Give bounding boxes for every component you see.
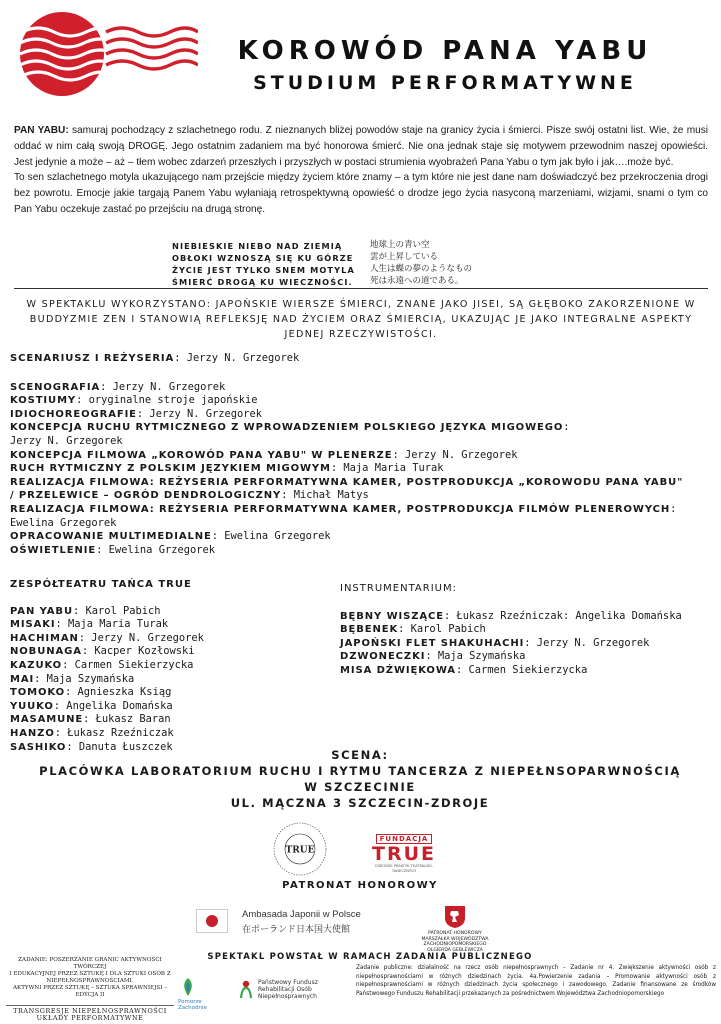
actor-name: : Danuta Łuszczek: [66, 740, 173, 753]
credit-value: : Jerzy N. Grzegorek: [392, 448, 518, 461]
credit-value-line: Ewelina Grzegorek: [10, 516, 117, 529]
task-line: ZADANIE: POSZERZANIE GRANIC AKTYWNOŚCI TWÓRCZEJ: [18, 957, 162, 970]
credit-value: : Jerzy N. Grzegorek: [136, 407, 263, 420]
credit-row: [10, 489, 714, 503]
cast-row: [10, 618, 340, 632]
fundacja-main: TRUE: [372, 843, 436, 865]
true-circle-logo: [270, 820, 330, 878]
credit-row: [10, 381, 714, 395]
credit-row: [10, 544, 714, 558]
credit-label: / PRZELEWICE – OGRÓD DENDROLOGICZNY: [10, 490, 282, 502]
role-name: YUUKO: [10, 700, 54, 712]
credit-value: : Ewelina Grzegorek: [211, 530, 331, 543]
task-line: NIEPEŁNOSPRAWNOŚCIAMI.: [46, 978, 134, 984]
role-name: NOBUNAGA: [10, 646, 82, 658]
funder-logos: [178, 975, 338, 1015]
venue-line: W SZCZECINIE: [304, 780, 416, 794]
credit-label: REALIZACJA FILMOWA: REŻYSERIA PERFORMATYWNA KAMER, POSTPRODUKCJA „KOROWODU PANA YABU": [10, 476, 684, 488]
poem-line: NIEBIESKIE NIEBO NAD ZIEMIĄ: [172, 241, 343, 251]
credit-value-line: Jerzy N. Grzegorek: [10, 434, 123, 447]
pomorze-label: Pomorze Zachodnie: [178, 999, 207, 1011]
fundacja-wave-logo: [18, 10, 198, 98]
instrument-name: MISA DŹWIĘKOWA: [340, 664, 456, 676]
funding-note: Zadanie publiczne: działalność na rzecz osób niepełnosprawnych – Zadanie nr 4. Zwiększenie aktywności osób z niepełnosprawnościami w różnych dziedzinach życia. 4a.Powierzenie zadania – Promowanie aktywności osób z niepełnosprawnościami w różnych dziedzinach życia społecznego i zawodowego. Zadanie finansowane ze środków Państwowego Funduszu Rehabilitacji przekazanych za pośrednictwem Województwa Zachodniopomorskiego: [356, 965, 716, 997]
credit-row: [10, 408, 714, 422]
cast-row: [10, 632, 340, 646]
griffin-crest-icon: [444, 905, 466, 929]
credit-row: [10, 449, 714, 463]
role-name: KAZUKO: [10, 659, 63, 671]
task-line: I EDUKACYJNEJ PRZEZ SZTUKĘ I DLA SZTUKI OSÓB Z: [9, 971, 171, 977]
credit-label: SCENARIUSZ I REŻYSERIA: [10, 353, 175, 364]
task-title: TRANSGRESJE NIEPEŁNOSPRAWNOŚCI UKŁADY PERFORMATYWNE: [6, 1005, 174, 1022]
embassy-name-pl: Ambasada Japonii w Polsce: [242, 909, 361, 920]
credit-row: [10, 421, 714, 435]
actor-name: : Angelika Domańska: [53, 699, 173, 712]
instrument-name: DZWONECZKI: [340, 651, 426, 663]
embassy-logo: [196, 905, 416, 947]
credit-value: :: [563, 421, 570, 434]
marshal-line: PATRONAT HONOROWY: [428, 931, 482, 936]
poem-line-jp: 人生は蝶の夢のようなもの: [370, 264, 473, 274]
instrument-players: : Łukasz Rzeźniczak: Angelika Domańska: [443, 609, 682, 622]
actor-name: : Agnieszka Ksiąg: [64, 686, 172, 699]
intro-text: [14, 123, 708, 218]
actor-name: : Carmen Siekierzycka: [62, 658, 194, 671]
instrument-name: BĘBNY WISZĄCE: [340, 610, 444, 622]
poem-line: OBŁOKI WZNOSZĄ SIĘ KU GÓRZE: [172, 253, 354, 263]
actor-name: : Kacper Kozłowski: [81, 645, 195, 658]
japan-flag-icon: [196, 909, 228, 933]
marshal-line: MARSZAŁKA WOJEWÓDZTWA: [421, 936, 489, 942]
cast-list: [10, 578, 340, 754]
true-logo-text: TRUE: [285, 845, 315, 856]
poem-line: ŻYCIE JEST TYLKO SNEM MOTYLA: [172, 265, 355, 275]
pfron-line: Niepełnosprawnych: [258, 993, 317, 1001]
instrument-players: : Karol Pabich: [398, 623, 486, 636]
fundacja-sub: OŚRODEK PRAKTYK TEATRALNO-TANECZNYCH: [374, 864, 434, 873]
patronage-heading: PATRONAT HONOROWY: [282, 880, 438, 891]
actor-name: : Jerzy N. Grzegorek: [78, 631, 204, 644]
instrument-players: : Jerzy N. Grzegorek: [524, 636, 650, 649]
instrument-name: JAPOŃSKI FLET SHAKUHACHI: [340, 637, 525, 649]
pfron-logo-icon: [238, 979, 254, 999]
instrument-row: [340, 650, 710, 664]
cast-row: [10, 659, 340, 673]
credit-label: KONCEPCJA FILMOWA „KOROWÓD PANA YABU" W PLENERZE: [10, 449, 393, 461]
instrument-row: [340, 637, 710, 651]
credit-value: : Jerzy N. Grzegorek: [100, 380, 226, 393]
actor-name: : Maja Szymańska: [34, 672, 135, 685]
actor-name: : Łukasz Baran: [83, 713, 171, 726]
fundacja-true-logo: [366, 826, 442, 873]
poem-line-jp: 雲が上昇している: [370, 252, 439, 262]
instrument-heading: INSTRUMENTARIUM:: [340, 583, 457, 594]
marshal-line: OLGIERDA GEBLEWICZA: [427, 947, 483, 953]
intro-label: PAN YABU:: [14, 125, 69, 136]
credit-value: : oryginalne stroje japońskie: [76, 394, 258, 407]
credit-label: KONCEPCJA RUCHU RYTMICZNEGO Z WPROWADZENIEM POLSKIEGO JĘZYKA MIGOWEGO: [10, 422, 564, 434]
poem-line: ŚMIERĆ DROGĄ KU WIECZNOŚCI.: [172, 277, 353, 287]
role-name: MAI: [10, 673, 35, 685]
credit-value: : Michał Matys: [281, 489, 369, 502]
cast-row: [10, 713, 340, 727]
intro-paragraph-2: To sen szlachetnego motyla ukazującego nam przejście między życiem które znamy – a tym które nie jest dane nam doświadczyć bez przekroczenia drogi bez powrotu. Emocje jakie targają Panem Yabu wyłaniają retrospektywną opowieść o drodze jego życia nasyconą marzeniami, wizjami, snami o tym co Pan Yabu oczekuje zastać po przejściu na drugą stronę.: [14, 172, 708, 215]
actor-name: : Maja Maria Turak: [55, 618, 169, 631]
credit-value: : Jerzy N. Grzegorek: [174, 352, 300, 364]
credit-value: : Ewelina Grzegorek: [96, 543, 215, 556]
instrument-name: BĘBENEK: [340, 624, 399, 636]
actor-name: : Łukasz Rzeźniczak: [54, 726, 174, 739]
cast-row: [10, 700, 340, 714]
divider: [14, 288, 708, 289]
role-name: HACHIMAN: [10, 632, 79, 644]
task-line: AKTYWNI PRZEZ SZTUKĘ – SZTUKA SPRAWNIEJSI –: [12, 985, 167, 991]
task-description: [6, 957, 174, 1022]
credit-row: [10, 503, 714, 517]
credit-value: : Maja Maria Turak: [330, 462, 444, 475]
credits: [10, 352, 714, 557]
pfron-line: Państwowy Fundusz: [258, 979, 318, 986]
pfron-line: Rehabilitacji Osób: [258, 986, 312, 994]
credit-label: IDIOCHOREOGRAFIE: [10, 408, 137, 420]
cast-row: [10, 645, 340, 659]
cast-row: [10, 686, 340, 700]
poem-polish: [172, 240, 355, 288]
role-name: MISAKI: [10, 619, 56, 631]
role-name: MASAMUNE: [10, 714, 84, 726]
instrument-row: [340, 623, 710, 637]
intro-paragraph-1: samuraj pochodzący z szlachetnego rodu. Z nieznanych bliżej powodów staje na granicy życia i śmierci. Pisze swój ostatni list. Wie, że musi oddać w nim całą swoją DROGĘ. Jego ostatnim zadaniem ma być honorowa śmierć. Nie ona jednak staje się motywem przewodnim naszej opowieści. Jest jedynie a może – aż – tłem wobec zdarzeń przeszłych i przyszłych w postaci strumienia wyobrażeń Pana Yabu o tym jak było i jak….może być.: [14, 125, 709, 168]
embassy-name-jp: 在ポーランド日本国大使館: [242, 925, 351, 935]
instrument-players: : Maja Szymańska: [425, 650, 526, 663]
fundacja-label: FUNDACJA: [376, 834, 433, 844]
cast-row: [10, 727, 340, 741]
poster-title: KOROWÓD PANA YABU: [237, 36, 653, 66]
role-name: HANZO: [10, 727, 55, 739]
pomorze-logo-icon: [180, 977, 196, 997]
role-name: PAN YABU: [10, 605, 73, 617]
credit-value: :: [670, 502, 677, 515]
instrument-row: [340, 610, 710, 624]
credit-label: OŚWIETLENIE: [10, 544, 97, 556]
organizer-logos: [270, 820, 440, 878]
credit-row: [10, 462, 714, 476]
instrument-list: [340, 582, 710, 678]
credit-row: [10, 530, 714, 544]
credit-label: KOSTIUMY: [10, 395, 77, 407]
public-task-heading: SPEKTAKL POWSTAŁ W RAMACH ZADANIA PUBLICZNEGO: [207, 952, 533, 962]
credit-row: [10, 394, 714, 408]
role-name: TOMOKO: [10, 687, 65, 699]
instrument-row: [340, 664, 710, 678]
credit-row: [10, 476, 714, 490]
venue-label: SCENA:: [331, 748, 389, 762]
cast-heading: ZESPÓŁTEATRU TAŃCA TRUE: [10, 579, 192, 590]
venue-block: [10, 747, 710, 811]
task-line: EDYCJA II: [75, 992, 105, 998]
jisei-note: W SPEKTAKLU WYKORZYSTANO: JAPOŃSKIE WIERSZE ŚMIERCI, ZNANE JAKO JISEI, SĄ GŁĘBOKO ZAKORZENIONE W BUDDYZMIE ZEN I STANOWIĄ REFLEKSJĘ NAD ŻYCIEM ORAZ ŚMIERCIĄ, UKAZUJĄC JE JAKO INTEGRALNE ASPEKTY JEDNEJ RZECZYWISTOŚCI.: [26, 299, 696, 340]
venue-line: UL. MĄCZNA 3 SZCZECIN-ZDROJE: [230, 796, 490, 810]
poem-line-jp: 地球上の青い空: [370, 240, 430, 250]
credit-row: [10, 352, 714, 366]
cast-row: [10, 673, 340, 687]
cast-row: [10, 605, 340, 619]
marshal-line: ZACHODNIOPOMORSKIEGO: [423, 942, 487, 948]
poster-subtitle: STUDIUM PERFORMATYWNE: [253, 72, 637, 94]
instrument-players: : Carmen Siekierzycka: [455, 663, 588, 676]
poem-japanese: [370, 239, 550, 287]
credit-label: REALIZACJA FILMOWA: REŻYSERIA PERFORMATYWNA KAMER, POSTPRODUKCJA FILMÓW PLENEROWYCH: [10, 503, 671, 515]
credit-label: SCENOGRAFIA: [10, 381, 101, 393]
poem-line-jp: 死は永遠への道である。: [370, 276, 464, 286]
credit-label: RUCH RYTMICZNY Z POLSKIM JĘZYKIEM MIGOWYM: [10, 463, 331, 475]
venue-line: PLACÓWKA LABORATORIUM RUCHU I RYTMU TANCERZA Z NIEPEŁNSOPARWNOŚCIĄ: [39, 764, 681, 778]
actor-name: : Karol Pabich: [72, 604, 161, 617]
role-name: SASHIKO: [10, 741, 67, 753]
credit-label: OPRACOWANIE MULTIMEDIALNE: [10, 531, 212, 543]
